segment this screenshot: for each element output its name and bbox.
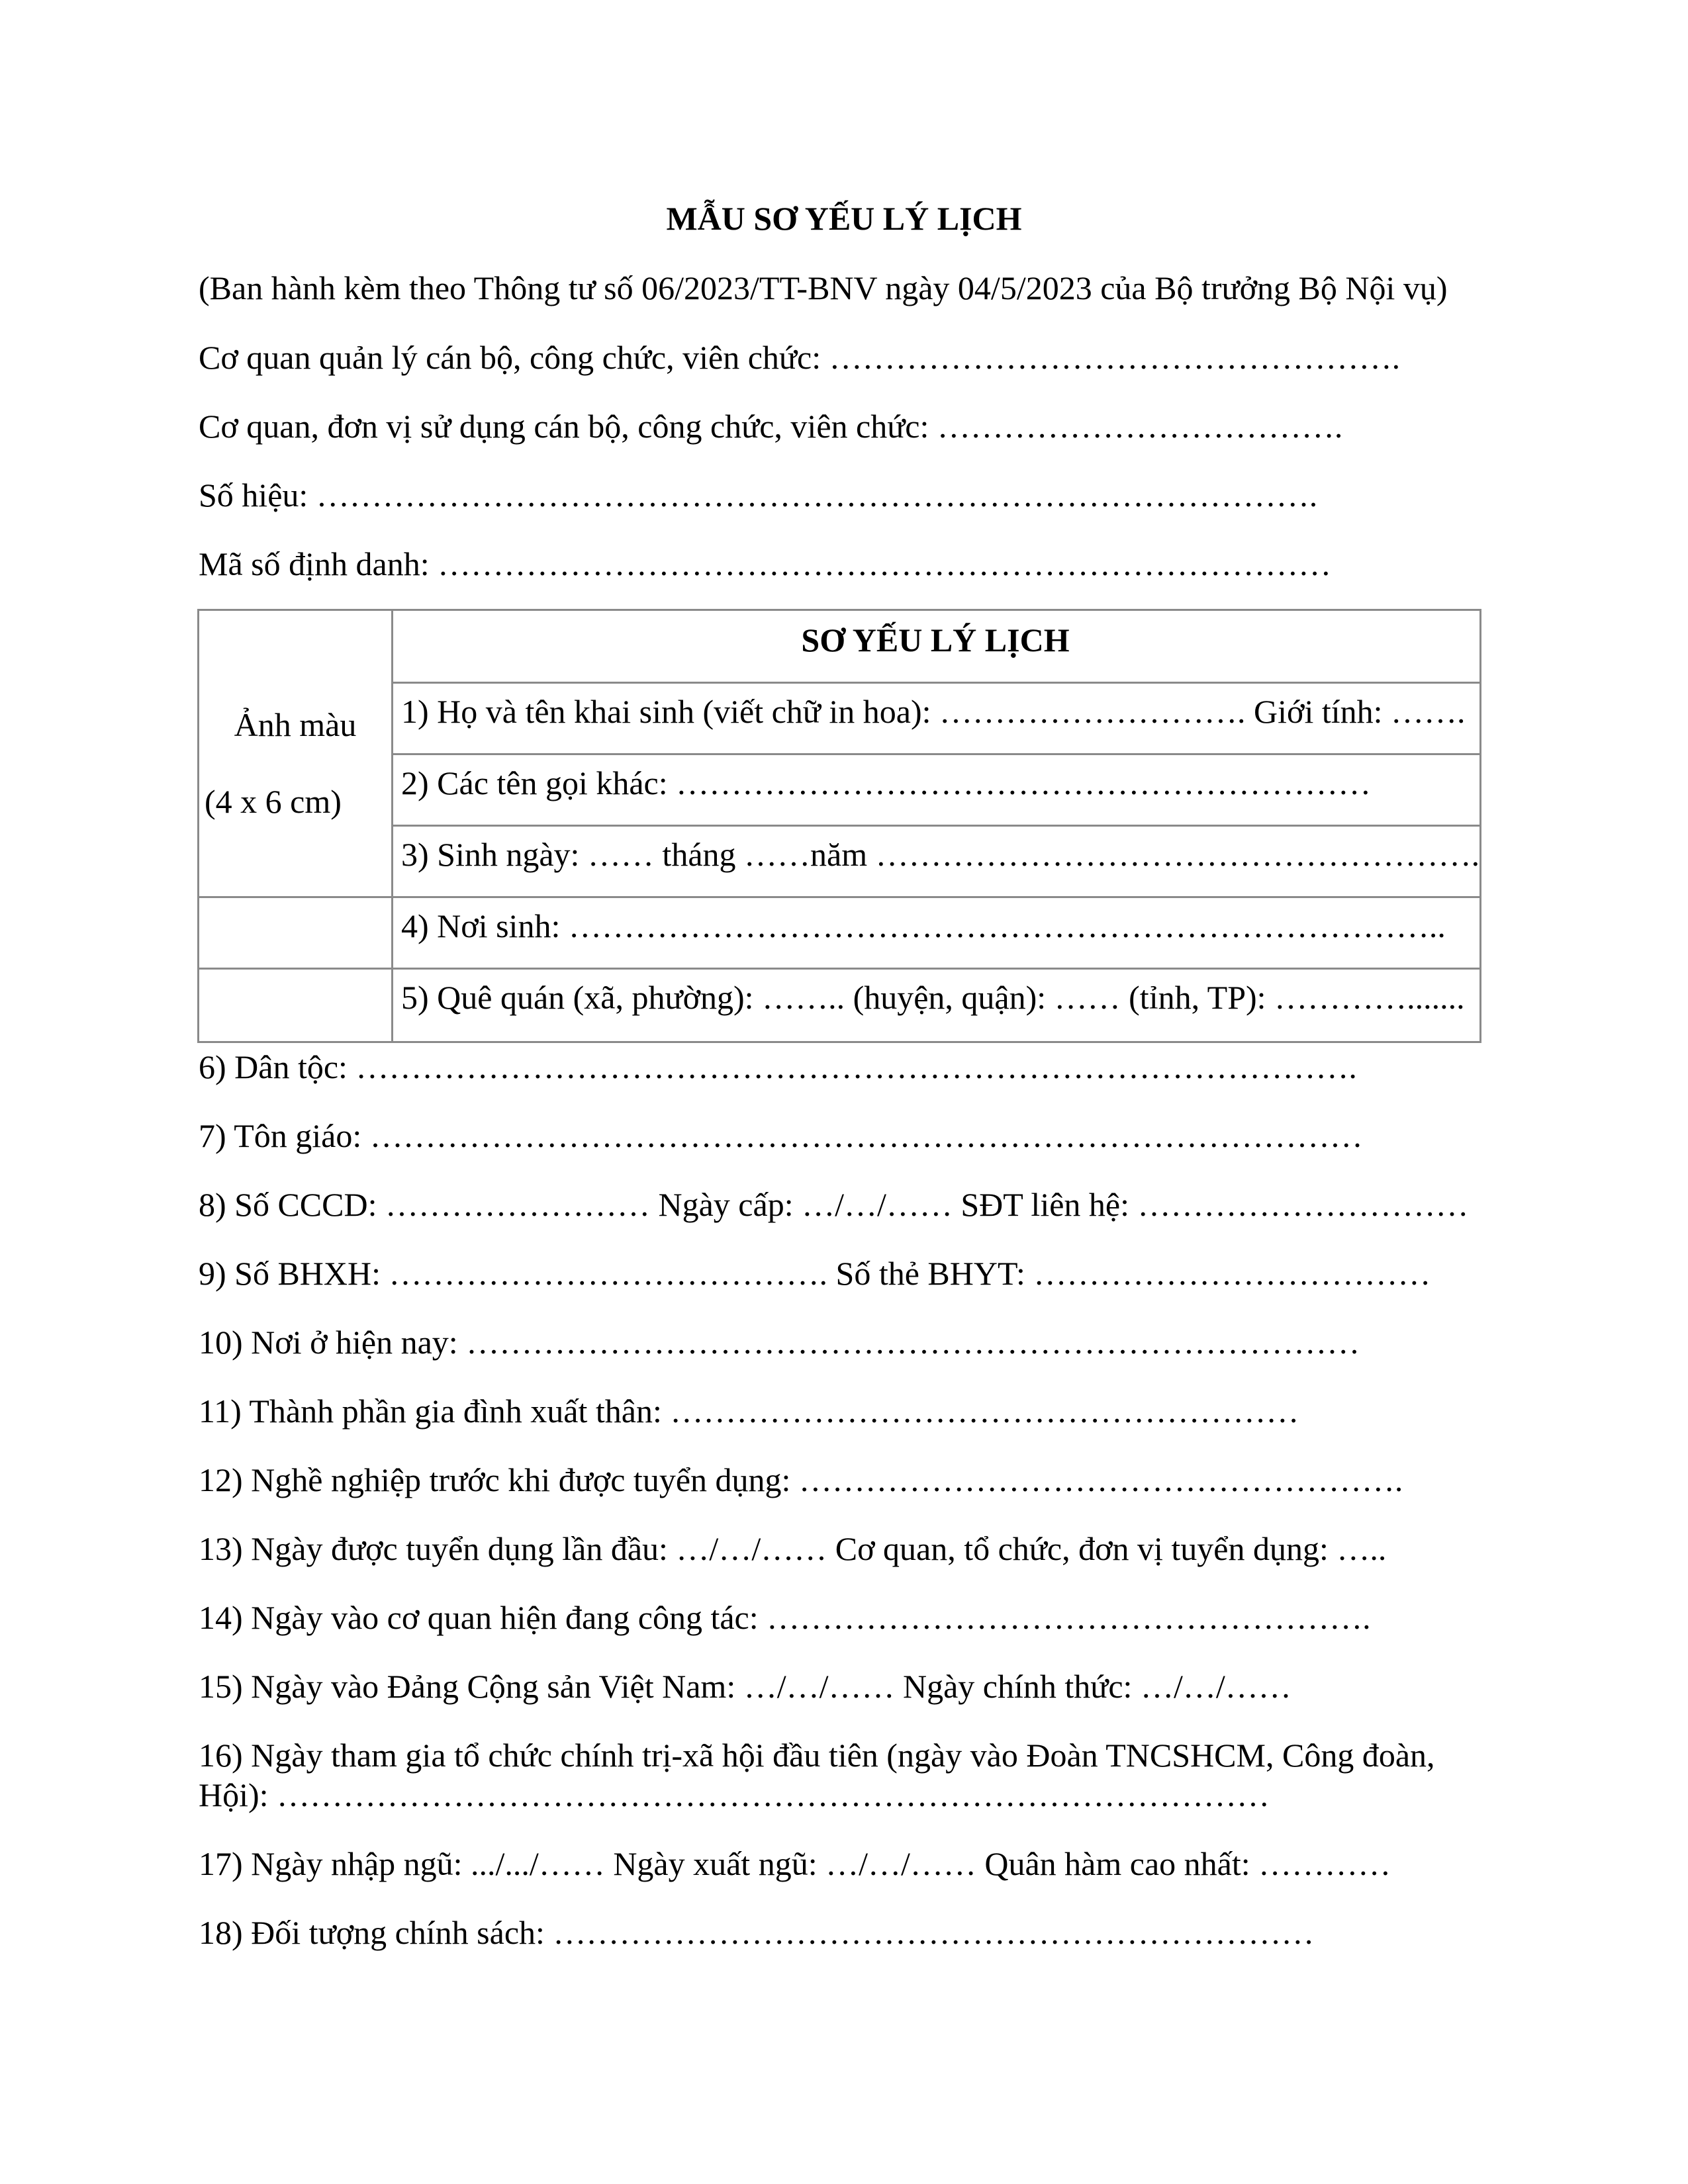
party-membership-field: 15) Ngày vào Đảng Cộng sản Việt Nam: …/…/…… Ngày chính thức: …/…/……	[199, 1668, 1291, 1705]
birth-name-field: 1) Họ và tên khai sinh (viết chữ in hoa): ………………………. Giới tính: …….	[401, 693, 1466, 730]
military-service-field: 17) Ngày nhập ngũ: .../.../…… Ngày xuất ngũ: …/…/…… Quân hàm cao nhất: …………	[199, 1845, 1391, 1882]
prior-occupation-field: 12) Nghề nghiệp trước khi được tuyển dụng: ……………………………………………….	[199, 1461, 1403, 1498]
first-recruitment-field: 13) Ngày được tuyển dụng lần đầu: …/…/…… Cơ quan, tổ chức, đơn vị tuyển dụng: …..	[199, 1530, 1387, 1567]
religion-field: 7) Tôn giáo: ………………………………………………………………………………	[199, 1117, 1363, 1154]
table-row-divider	[391, 825, 1479, 827]
social-insurance-field: 9) Số BHXH: …………………………………. Số thẻ BHYT: ………………………………	[199, 1255, 1431, 1292]
photo-label: Ảnh màu	[234, 706, 357, 743]
identifier-code-field: Mã số định danh: ………………………………………………………………………	[199, 545, 1332, 582]
hometown-field: 5) Quê quán (xã, phường): …….. (huyện, quận): …… (tỉnh, TP): ………….......	[401, 979, 1465, 1016]
document-title: MẪU SƠ YẾU LÝ LỊCH	[666, 200, 1022, 237]
table-row-divider	[391, 753, 1479, 755]
personal-info-table	[197, 609, 1481, 1043]
table-heading: SƠ YẾU LÝ LỊCH	[801, 621, 1070, 659]
family-background-field: 11) Thành phần gia đình xuất thân: …………………………………………………	[199, 1392, 1299, 1430]
file-number-field: Số hiệu: ……………………………………………………………………………….	[199, 477, 1318, 514]
id-card-field: 8) Số CCCD: …………………… Ngày cấp: …/…/…… SĐT liên hệ: …………………………	[199, 1186, 1469, 1223]
managing-agency-field: Cơ quan quản lý cán bộ, công chức, viên chức: …………………………………………….	[199, 339, 1401, 376]
table-row-divider	[391, 682, 1479, 684]
current-agency-date-field: 14) Ngày vào cơ quan hiện đang công tác: ……………………………………………….	[199, 1599, 1371, 1636]
table-row-divider	[199, 896, 1479, 898]
table-row-divider	[199, 968, 1479, 970]
document-subtitle: (Ban hành kèm theo Thông tư số 06/2023/TT-BNV ngày 04/5/2023 của Bộ trưởng Bộ Nội vụ)	[199, 269, 1448, 306]
other-names-field: 2) Các tên gọi khác: ………………………………………………………	[401, 764, 1372, 801]
policy-beneficiary-field: 18) Đối tượng chính sách: ……………………………………………………………	[199, 1914, 1315, 1951]
current-residence-field: 10) Nơi ở hiện nay: ………………………………………………………………………	[199, 1324, 1360, 1361]
socio-political-org-field: 16) Ngày tham gia tổ chức chính trị-xã hội đầu tiên (ngày vào Đoàn TNCSHCM, Công đoàn, Hội): ………………………………………………………………………………	[199, 1737, 1435, 1813]
employing-unit-field: Cơ quan, đơn vị sử dụng cán bộ, công chức, viên chức: ……………………………….	[199, 408, 1343, 445]
birth-place-field: 4) Nơi sinh: ……………………………………………………………………..	[401, 907, 1446, 944]
photo-size-label: (4 x 6 cm)	[205, 783, 342, 820]
ethnicity-field: 6) Dân tộc: ……………………………………………………………………………….	[199, 1048, 1357, 1085]
birth-date-field: 3) Sinh ngày: …… tháng ……năm ……………………………………………….	[401, 836, 1480, 873]
